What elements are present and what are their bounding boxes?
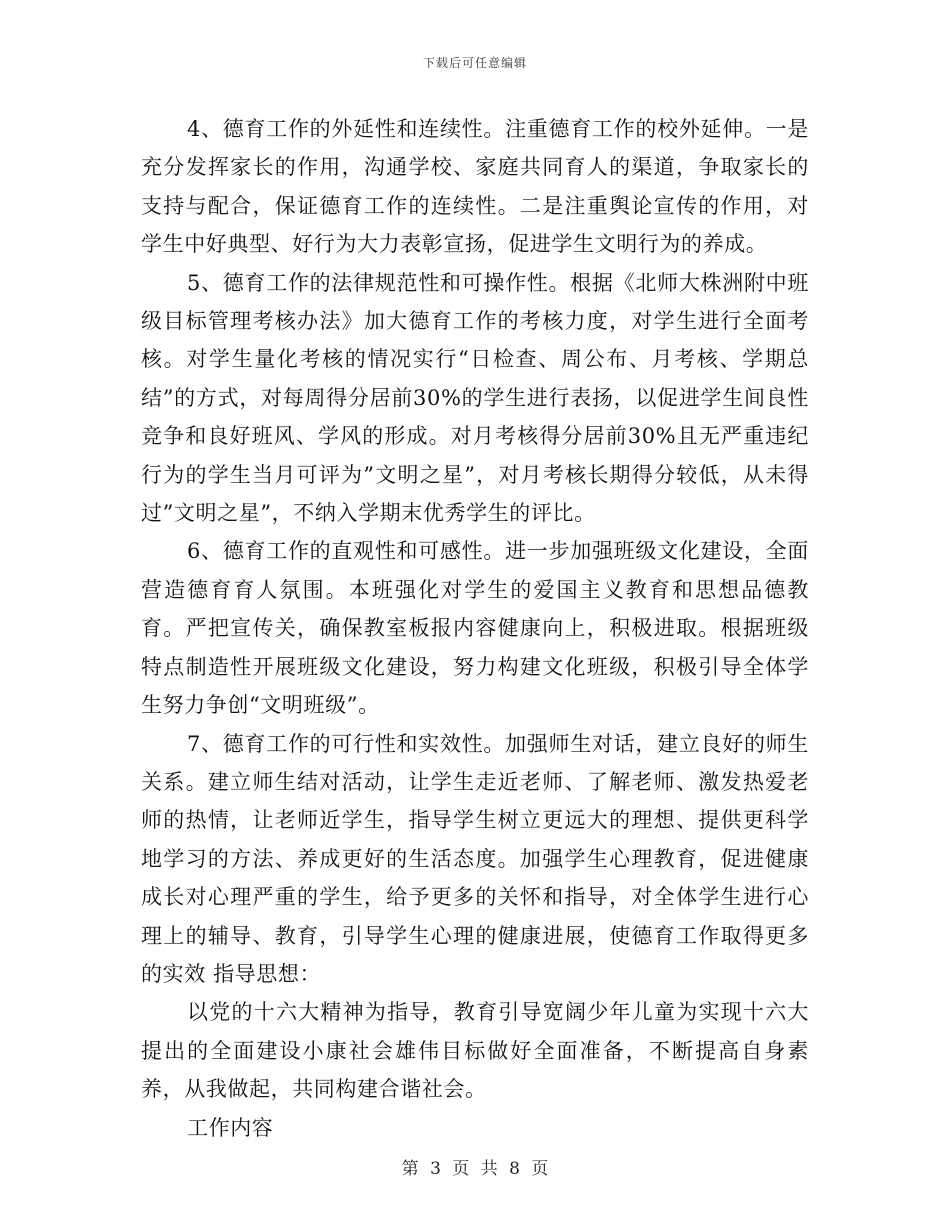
paragraph-guiding-thought: 以党的十六大精神为指导，教育引导宽阔少年儿童为实现十六大提出的全面建设小康社会雄伟目标做好全面准备，不断提高自身素养，从我做起，共同构建合谐社会。 [141,1000,809,1102]
paragraph-item-5: 5、德育工作的法律规范性和可操作性。根据《北师大株洲附中班级目标管理考核办法》加大德育工作的考核力度，对学生进行全面考核。对学生量化考核的情况实行“日检查、周公布、月考核、学期总结”的方式，对每周得分居前30%的学生进行表扬，以促进学生间良性竞争和良好班风、学风的形成。对月考核得分居前30%且无严重违纪行为的学生当月可评为”文明之星”，对月考核长期得分较低，从未得过”文明之星”，不纳入学期末优秀学生的评比。 [141,270,809,526]
page-header-note: 下载后可任意编辑 [422,56,527,70]
paragraph-item-7: 7、德育工作的可行性和实效性。加强师生对话，建立良好的师生关系。建立师生结对活动，让学生走近老师、了解老师、激发热爱老师的热情，让老师近学生，指导学生树立更远大的理想、提供更科学地学习的方法、养成更好的生活态度。加强学生心理教育，促进健康成长对心理严重的学生，给予更多的关怀和指导，对全体学生进行心理上的辅导、教育，引导学生心理的健康进展，使德育工作取得更多的实效 指导思想： [141,731,809,986]
page-number-footer: 第 3 页 共 8 页 [401,1159,549,1179]
paragraph-item-4: 4、德育工作的外延性和连续性。注重德育工作的校外延伸。一是充分发挥家长的作用，沟通学校、家庭共同育人的渠道，争取家长的支持与配合，保证德育工作的连续性。二是注重舆论宣传的作用，对学生中好典型、好行为大力表彰宣扬，促进学生文明行为的养成。 [141,117,809,257]
document-body [141,110,809,1147]
section-heading-work-content: 工作内容 [187,1115,274,1140]
paragraph-item-6: 6、德育工作的直观性和可感性。进一步加强班级文化建设，全面营造德育育人氛围。本班强化对学生的爱国主义教育和思想品德教育。严把宣传关，确保教室板报内容健康向上，积极进取。根据班级特点制造性开展班级文化建设，努力构建文化班级，积极引导全体学生努力争创“文明班级”。 [141,539,809,718]
